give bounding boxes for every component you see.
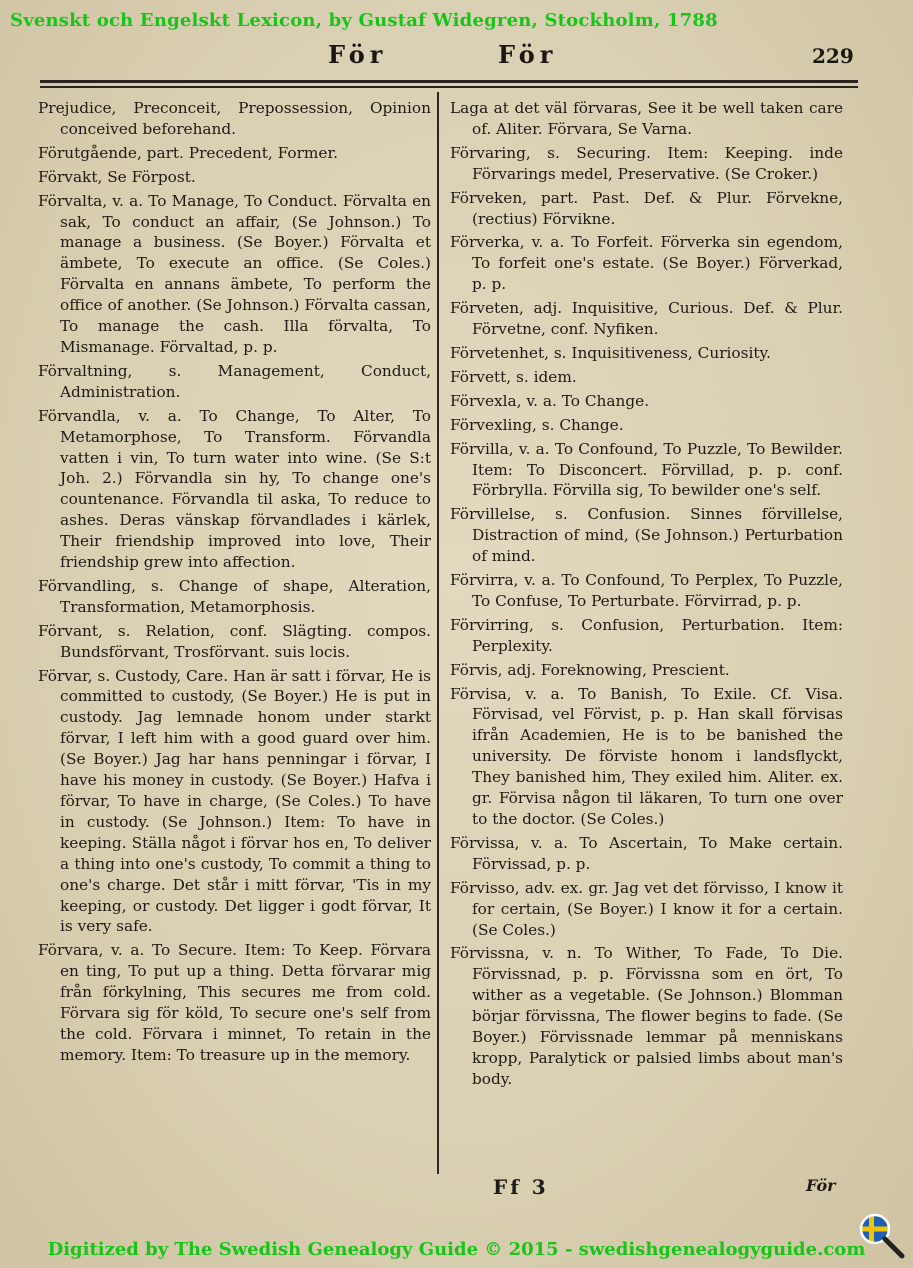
dictionary-entry: Förvett, s. idem. [450, 367, 577, 386]
page-number: 229 [812, 44, 854, 68]
dictionary-entry: Förvaltning, s. Management, Conduct, Administration. [38, 361, 431, 401]
footer-credit: Digitized by The Swedish Genealogy Guide © 2015 - swedishgenealogyguide.com [47, 1239, 866, 1260]
dictionary-entry: Förvisa, v. a. To Banish, To Exile. Cf. Visa. Förvisad, vel Förvist, p. p. Han skall förvisas ifrån Academien, He is to be banished the university. De förviste honom i landsflyckt, They banished him, They exiled him. Aliter. ex. gr. Förvisa någon til läkaren, To turn one over to the doctor. (Se Coles.) [450, 684, 843, 828]
dictionary-entry: Laga at det väl förvaras, See it be well taken care of. Aliter. Förvara, Se Varna. [450, 99, 843, 138]
dictionary-entry: Förveken, part. Past. Def. & Plur. Förvekne, (rectius) Förvikne. [450, 188, 843, 228]
dictionary-entry: Prejudice, Preconceit, Prepossession, Opinion conceived beforehand. [38, 99, 431, 138]
dictionary-entry: Förvirra, v. a. To Confound, To Perplex, To Puzzle, To Confuse, To Perturbate. Förvirrad, p. p. [450, 571, 843, 610]
dictionary-entry: Förvexla, v. a. To Change. [450, 391, 650, 410]
right-column [450, 98, 843, 1168]
dictionary-entry: Förvant, s. Relation, conf. Slägting. compos. Bundsförvant, Trosförvant. suis locis. [38, 621, 431, 661]
dictionary-entry: Förvara, v. a. To Secure. Item: To Keep. Förvara en ting, To put up a thing. Detta förvarar mig från förkylning, This secures me from cold. Förvara sig för köld, To secure one's self from the cold. Förvara i minnet, To retain in the memory. Item: To treasure up in the memory. [38, 941, 431, 1064]
dictionary-entry: Förvis, adj. Foreknowing, Prescient. [450, 660, 730, 679]
left-column [38, 98, 431, 1168]
dictionary-entry: Förutgående, part. Precedent, Former. [38, 143, 338, 162]
dictionary-entry: Förvaring, s. Securing. Item: Keeping. inde Förvarings medel, Preservative. (Se Croker.) [450, 143, 843, 183]
header-left-word: För [328, 40, 388, 69]
dictionary-entry: Förvandla, v. a. To Change, To Alter, To Metamorphose, To Transform. Förvandla vatten i vin, To turn water into wine. (Se S:t Joh. 2.) Förvandla sin hy, To change one's countenance. Förvandla til aska, To reduce to ashes. Deras vänskap förvandlades i kärlek, Their friendship improved into love, Their friendship grew into affection. [38, 406, 431, 572]
dictionary-entry: Förvexling, s. Change. [450, 415, 624, 434]
dictionary-entry: Förvilla, v. a. To Confound, To Puzzle, To Bewilder. Item: To Disconcert. Förvillad, p. p. conf. Förbrylla. Förvilla sig, To bewilder one's self. [450, 439, 843, 500]
dictionary-entry: Förvillelse, s. Confusion. Sinnes förvillelse, Distraction of mind, (Se Johnson.) Perturbation of mind. [450, 505, 843, 566]
header-rule-thin [40, 86, 858, 88]
catchword: För [806, 1176, 836, 1195]
dictionary-entry: Förvalta, v. a. To Manage, To Conduct. Förvalta en sak, To conduct an affair, (Se Johnson.) To manage a business. (Se Boyer.) Förvalta et ämbete, To execute an office. (Se Coles.) Förvalta en annans ämbete, To perform the office of another. (Se Johnson.) Förvalta cassan, To manage the cash. Illa förvalta, To Mismanage. Förvaltad, p. p. [38, 191, 431, 356]
overlay-title: Svenskt och Engelskt Lexicon, by Gustaf Widegren, Stockholm, 1788 [10, 10, 718, 31]
dictionary-entry: Förverka, v. a. To Forfeit. Förverka sin egendom, To forfeit one's estate. (Se Boyer.) Förverkad, p. p. [450, 233, 843, 294]
running-header [0, 40, 913, 70]
column-divider [437, 92, 439, 1174]
signature-mark: Ff 3 [493, 1175, 549, 1199]
dictionary-entry: Förvissna, v. n. To Wither, To Fade, To Die. Förvissnad, p. p. Förvissna som en ört, To wither as a vegetable. (Se Johnson.) Blomman börjar förvissna, The flower begins to fade. (Se Boyer.) Förvissnade lemmar på menniskans kropp, Paralytick or palsied limbs about man's body. [450, 944, 843, 1088]
dictionary-entry: Förvar, s. Custody, Care. Han är satt i förvar, He is committed to custody, (Se Boyer.) He is put in custody. Jag lemnade honom under starkt förvar, I left him with a good guard over him. (Se Boyer.) Jag har hans penningar i förvar, I have his money in custody. (Se Boyer.) Hafva i förvar, To have in charge, (Se Coles.) To have in custody. (Se Johnson.) Item: To have in keeping. Ställa något i förvar hos en, To deliver a thing into one's custody, To commit a thing to one's charge. Det står i mitt förvar, 'Tis in my keeping, or custody. Det ligger i godt förvar, It is very safe. [38, 666, 431, 936]
dictionary-entry: Förvetenhet, s. Inquisitiveness, Curiosity. [450, 343, 771, 362]
dictionary-entry: Förvissa, v. a. To Ascertain, To Make certain. Förvissad, p. p. [450, 833, 843, 873]
dictionary-entry: Förvirring, s. Confusion, Perturbation. Item: Perplexity. [450, 615, 843, 655]
dictionary-entry: Förvandling, s. Change of shape, Alteration, Transformation, Metamorphosis. [38, 576, 431, 616]
dictionary-entry: Förvisso, adv. ex. gr. Jag vet det förvisso, I know it for certain, (Se Boyer.) I know it for a certain. (Se Coles.) [450, 878, 843, 939]
header-center-word: För [498, 40, 558, 69]
dictionary-entry: Förvakt, Se Förpost. [38, 167, 196, 186]
dictionary-entry: Förveten, adj. Inquisitive, Curious. Def. & Plur. Förvetne, conf. Nyfiken. [450, 299, 843, 339]
header-rule-thick [40, 80, 858, 83]
